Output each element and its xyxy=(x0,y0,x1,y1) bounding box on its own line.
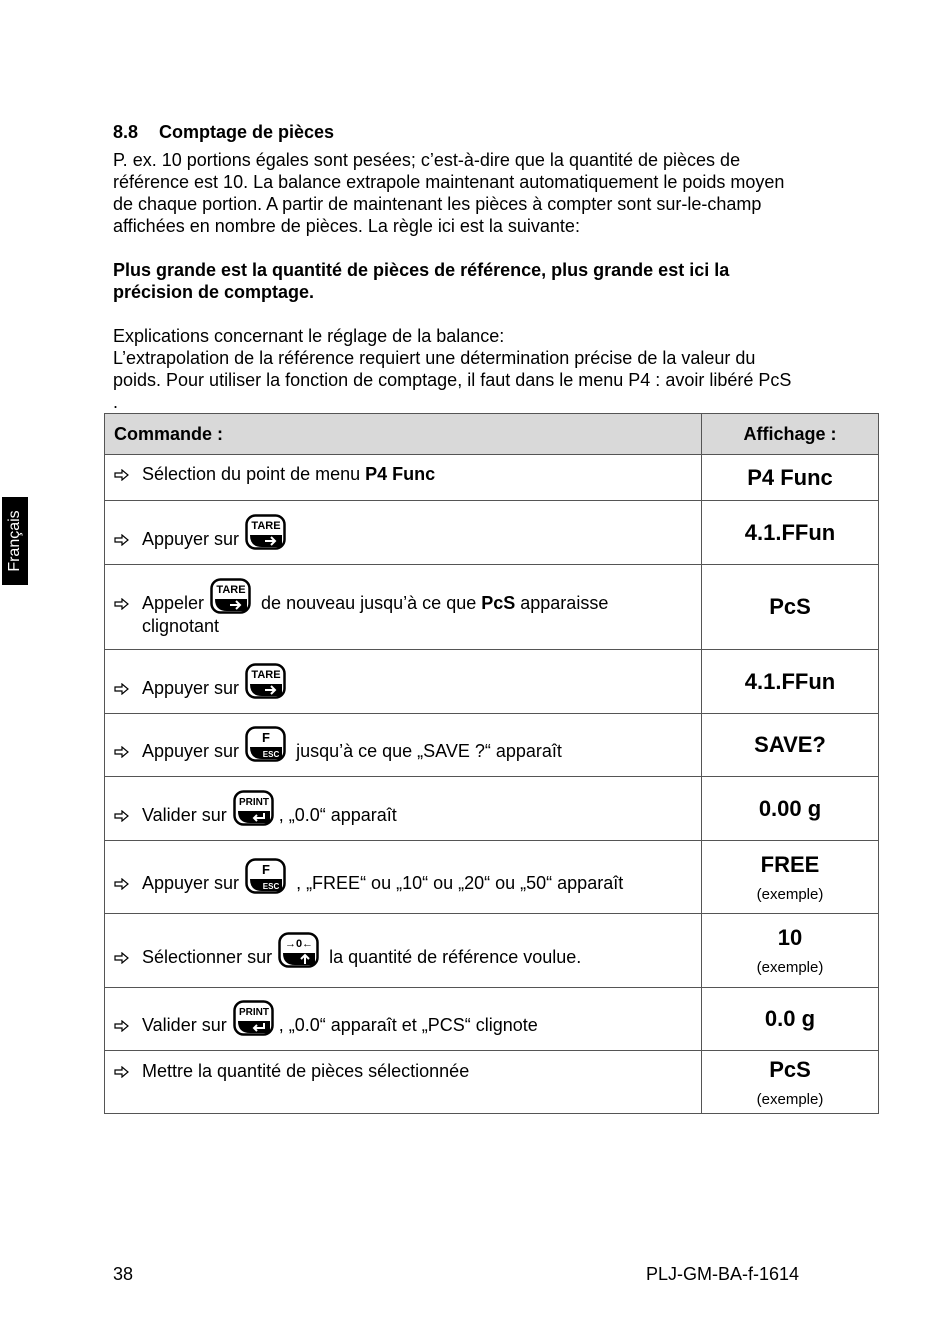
explanation-line: L’extrapolation de la référence requiert une détermination précise de la valeur du xyxy=(113,348,756,368)
command-text: , „0.0“ apparaît xyxy=(278,804,397,825)
display-value: 0.00 g xyxy=(758,795,822,821)
command-bold-text: P4 Func xyxy=(365,464,436,484)
command-cell xyxy=(105,565,702,650)
display-cell xyxy=(702,565,879,650)
display-value: 10 xyxy=(777,925,803,950)
table-row xyxy=(105,714,879,777)
step-arrow-icon xyxy=(114,678,142,701)
command-line xyxy=(114,790,701,828)
command-line xyxy=(114,932,701,970)
command-line xyxy=(114,858,701,896)
display-cell xyxy=(702,841,879,914)
table-row xyxy=(105,455,879,501)
step-arrow-icon xyxy=(114,464,142,487)
command-cell xyxy=(105,455,702,501)
step-arrow-icon xyxy=(114,1015,142,1038)
header-display: Affichage : xyxy=(702,414,879,455)
language-tab xyxy=(2,497,28,585)
command-text: , „0.0“ apparaît et „PCS“ clignote xyxy=(278,1015,538,1035)
rule-paragraph xyxy=(113,259,843,303)
svg-text:TARE: TARE xyxy=(251,668,281,681)
command-cell xyxy=(105,914,702,988)
table-header-row xyxy=(105,414,879,455)
command-text: Appuyer sur xyxy=(142,677,240,698)
display-note: (exemple) xyxy=(756,885,824,903)
step-arrow-icon xyxy=(114,947,142,970)
intro-line: affichées en nombre de pièces. La règle ici est la suivante: xyxy=(113,216,580,236)
command-text: jusqu’à ce que „SAVE ?“ apparaît xyxy=(291,741,562,761)
command-text: Sélection du point de menu xyxy=(142,464,366,484)
command-text: de nouveau jusqu’à ce que xyxy=(256,592,482,613)
command-cell xyxy=(105,501,702,565)
command-line xyxy=(114,464,701,487)
display-cell xyxy=(702,777,879,841)
rule-line: précision de comptage. xyxy=(113,282,315,302)
zero-key-icon xyxy=(278,932,320,970)
command-continuation: clignotant xyxy=(142,615,220,636)
display-cell xyxy=(702,914,879,988)
step-arrow-icon xyxy=(114,741,142,764)
svg-text:F: F xyxy=(262,862,271,877)
command-text: Appeler xyxy=(142,592,205,613)
procedure-table xyxy=(104,413,879,1114)
intro-line: de chaque portion. A partir de maintenant les pièces à compter sont sur-le-champ xyxy=(113,194,762,214)
display-value: 0.0 g xyxy=(764,1006,816,1031)
command-line xyxy=(114,663,701,701)
command-text: Valider sur xyxy=(142,1015,227,1035)
svg-text:→0←: →0← xyxy=(285,937,314,950)
command-line xyxy=(114,726,701,764)
explanation-line: poids. Pour utiliser la fonction de comptage, il faut dans le menu P4 : avoir libéré PcS xyxy=(113,370,792,390)
command-text: apparaisse xyxy=(515,592,609,613)
command-text: , „FREE“ ou „10“ ou „20“ ou „50“ apparaît xyxy=(291,873,624,893)
section-number: 8.8 xyxy=(113,122,139,142)
table-row xyxy=(105,565,879,650)
table-row xyxy=(105,1051,879,1114)
table-row xyxy=(105,841,879,914)
display-cell xyxy=(702,714,879,777)
command-line xyxy=(114,1000,701,1038)
intro-line: référence est 10. La balance extrapole maintenant automatiquement le poids moyen xyxy=(113,172,785,192)
display-value: SAVE? xyxy=(754,732,826,757)
display-cell xyxy=(702,455,879,501)
f-key-icon xyxy=(245,726,287,764)
step-arrow-icon xyxy=(114,873,142,896)
step-arrow-icon xyxy=(114,593,142,616)
command-text: la quantité de référence voulue. xyxy=(324,946,582,967)
command-bold-text: PcS xyxy=(481,592,516,613)
step-arrow-icon xyxy=(114,1061,142,1084)
document-code: PLJ-GM-BA-f-1614 xyxy=(646,1264,800,1284)
command-cell xyxy=(105,841,702,914)
page-number: 38 xyxy=(113,1264,134,1284)
command-cell xyxy=(105,1051,702,1114)
header-command: Commande : xyxy=(105,414,702,455)
print-key-icon xyxy=(233,1000,275,1038)
svg-text:ESC: ESC xyxy=(262,750,280,759)
svg-text:PRINT: PRINT xyxy=(238,1007,269,1018)
intro-paragraph xyxy=(113,149,843,237)
intro-line: P. ex. 10 portions égales sont pesées; c’est-à-dire que la quantité de pièces de xyxy=(113,150,741,170)
table-row xyxy=(105,988,879,1051)
explanation-line: Explications concernant le réglage de la balance: xyxy=(113,326,505,346)
step-arrow-icon xyxy=(114,529,142,552)
command-line xyxy=(114,1061,701,1084)
command-text: Sélectionner sur xyxy=(142,946,273,967)
command-cell xyxy=(105,714,702,777)
display-value: 4.1.FFun xyxy=(744,519,836,545)
svg-text:F: F xyxy=(262,730,271,745)
display-value: PcS xyxy=(769,1056,811,1082)
command-cell xyxy=(105,650,702,714)
svg-text:PRINT: PRINT xyxy=(238,796,269,808)
display-cell xyxy=(702,650,879,714)
command-text: Mettre la quantité de pièces sélectionnée xyxy=(142,1061,470,1081)
svg-text:TARE: TARE xyxy=(251,519,281,532)
command-cell xyxy=(105,988,702,1051)
step-arrow-icon xyxy=(114,805,142,828)
command-text: Valider sur xyxy=(142,804,227,825)
display-cell xyxy=(702,1051,879,1114)
explanation-line: . xyxy=(113,392,119,412)
display-value: 4.1.FFun xyxy=(744,668,836,694)
section-title: Comptage de pièces xyxy=(159,122,335,142)
display-note: (exemple) xyxy=(756,1090,824,1108)
section-content xyxy=(113,121,843,413)
display-value: P4 Func xyxy=(747,464,833,490)
svg-text:TARE: TARE xyxy=(216,583,246,596)
display-value: PcS xyxy=(769,594,811,619)
display-cell xyxy=(702,988,879,1051)
tare-key-icon xyxy=(245,663,287,701)
command-text: Appuyer sur xyxy=(142,741,240,761)
command-text: Appuyer sur xyxy=(142,528,240,549)
tare-key-icon xyxy=(210,578,252,616)
display-cell xyxy=(702,501,879,565)
table-row xyxy=(105,777,879,841)
section-heading xyxy=(113,121,843,143)
table-row xyxy=(105,650,879,714)
f-key-icon xyxy=(245,858,287,896)
command-line xyxy=(114,514,701,552)
command-cell xyxy=(105,777,702,841)
language-tab-label: Français xyxy=(6,510,23,572)
table-row xyxy=(105,501,879,565)
rule-line: Plus grande est la quantité de pièces de référence, plus grande est ici la xyxy=(113,260,730,280)
command-line xyxy=(114,578,701,616)
print-key-icon xyxy=(233,790,275,828)
display-note: (exemple) xyxy=(756,959,824,976)
tare-key-icon xyxy=(245,514,287,552)
svg-text:ESC: ESC xyxy=(262,882,280,891)
command-text: Appuyer sur xyxy=(142,873,240,893)
table-row xyxy=(105,914,879,988)
explanation-paragraph xyxy=(113,325,843,413)
display-value: FREE xyxy=(760,851,820,877)
